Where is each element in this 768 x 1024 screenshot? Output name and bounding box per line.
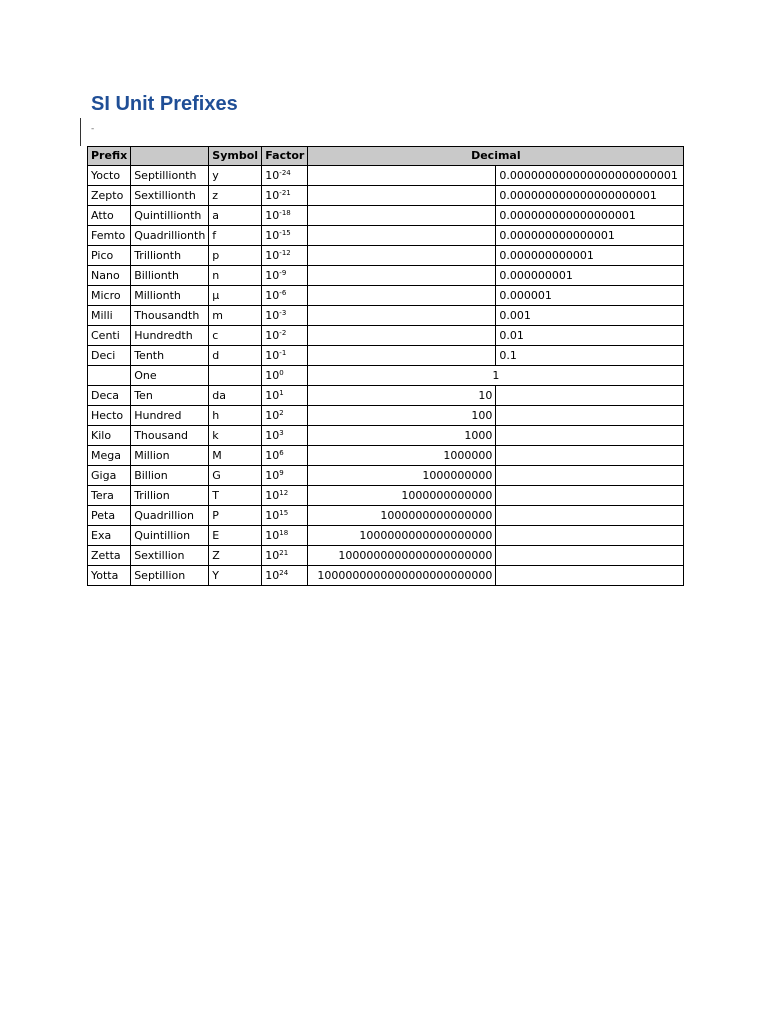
name-cell: Ten [131, 386, 209, 406]
table-row [88, 386, 684, 406]
symbol-cell: G [209, 466, 262, 486]
name-cell: Quintillionth [131, 206, 209, 226]
factor-base: 10 [265, 349, 280, 362]
factor-base: 10 [265, 329, 280, 342]
table-row [88, 426, 684, 446]
decimal-small-cell [496, 566, 684, 586]
factor-cell [262, 506, 308, 526]
si-prefix-table [87, 146, 684, 586]
header-symbol: Symbol [209, 147, 262, 166]
decimal-large-cell: 1000000000000 [308, 486, 496, 506]
decimal-small-cell: 0.01 [496, 326, 684, 346]
decimal-large-cell [308, 186, 496, 206]
symbol-cell: c [209, 326, 262, 346]
decimal-large-cell [308, 266, 496, 286]
prefix-cell: Zepto [88, 186, 131, 206]
decimal-large-cell: 1000000000000000000 [308, 526, 496, 546]
symbol-cell: M [209, 446, 262, 466]
prefix-cell: Peta [88, 506, 131, 526]
factor-exponent: -9 [279, 269, 287, 277]
table-row [88, 166, 684, 186]
table-row [88, 346, 684, 366]
factor-cell [262, 406, 308, 426]
factor-exponent: 0 [279, 369, 284, 377]
factor-cell [262, 526, 308, 546]
text-cursor [80, 118, 81, 146]
table-row [88, 526, 684, 546]
factor-exponent: 9 [279, 469, 284, 477]
symbol-cell: T [209, 486, 262, 506]
decimal-large-cell: 1000000000000000000000 [308, 546, 496, 566]
symbol-cell: P [209, 506, 262, 526]
factor-base: 10 [265, 449, 280, 462]
prefix-cell: Deci [88, 346, 131, 366]
name-cell: Thousand [131, 426, 209, 446]
factor-base: 10 [265, 269, 280, 282]
name-cell: Sextillionth [131, 186, 209, 206]
decimal-small-cell: 0.000000001 [496, 266, 684, 286]
factor-cell [262, 326, 308, 346]
decimal-small-cell [496, 426, 684, 446]
decimal-small-cell [496, 446, 684, 466]
factor-cell [262, 306, 308, 326]
decimal-one-cell: 1 [308, 366, 684, 386]
table-row [88, 446, 684, 466]
decimal-large-cell [308, 346, 496, 366]
table-row [88, 226, 684, 246]
factor-cell [262, 286, 308, 306]
table-row [88, 486, 684, 506]
factor-cell [262, 346, 308, 366]
factor-cell [262, 266, 308, 286]
symbol-cell: a [209, 206, 262, 226]
name-cell: Quadrillion [131, 506, 209, 526]
table-header-row [88, 147, 684, 166]
prefix-cell: Nano [88, 266, 131, 286]
decimal-large-cell: 1000000000000000000000000 [308, 566, 496, 586]
factor-exponent: -24 [279, 169, 291, 177]
name-cell: Hundred [131, 406, 209, 426]
table-row [88, 266, 684, 286]
table-row [88, 466, 684, 486]
header-factor: Factor [262, 147, 308, 166]
factor-cell [262, 226, 308, 246]
factor-exponent: 18 [279, 529, 289, 537]
factor-exponent: -3 [279, 309, 287, 317]
name-cell: Millionth [131, 286, 209, 306]
factor-base: 10 [265, 529, 280, 542]
symbol-cell: Y [209, 566, 262, 586]
decimal-small-cell: 0.000000000000000000000001 [496, 166, 684, 186]
table-row [88, 206, 684, 226]
symbol-cell: k [209, 426, 262, 446]
factor-base: 10 [265, 489, 280, 502]
table-row [88, 306, 684, 326]
page-title: SI Unit Prefixes [91, 93, 238, 115]
factor-base: 10 [265, 169, 280, 182]
decimal-small-cell [496, 486, 684, 506]
factor-cell [262, 426, 308, 446]
name-cell: Billion [131, 466, 209, 486]
factor-cell [262, 566, 308, 586]
name-cell: Tenth [131, 346, 209, 366]
table-row [88, 366, 684, 386]
symbol-cell: μ [209, 286, 262, 306]
name-cell: Trillion [131, 486, 209, 506]
header-decimal: Decimal [308, 147, 684, 166]
factor-cell [262, 486, 308, 506]
table-row [88, 546, 684, 566]
name-cell: Trillionth [131, 246, 209, 266]
symbol-cell: E [209, 526, 262, 546]
factor-base: 10 [265, 429, 280, 442]
name-cell: Million [131, 446, 209, 466]
factor-base: 10 [265, 289, 280, 302]
table-body [88, 166, 684, 586]
decimal-small-cell: 0.1 [496, 346, 684, 366]
decimal-large-cell [308, 206, 496, 226]
decimal-large-cell: 1000 [308, 426, 496, 446]
factor-base: 10 [265, 409, 280, 422]
prefix-cell: Hecto [88, 406, 131, 426]
header-name [131, 147, 209, 166]
prefix-cell: Pico [88, 246, 131, 266]
symbol-cell: da [209, 386, 262, 406]
factor-base: 10 [265, 209, 280, 222]
factor-cell [262, 166, 308, 186]
table-row [88, 506, 684, 526]
factor-base: 10 [265, 569, 280, 582]
factor-exponent: -2 [279, 329, 287, 337]
factor-cell [262, 246, 308, 266]
decimal-large-cell: 10 [308, 386, 496, 406]
factor-exponent: 21 [279, 549, 289, 557]
factor-exponent: 15 [279, 509, 289, 517]
symbol-cell: h [209, 406, 262, 426]
decimal-small-cell [496, 506, 684, 526]
factor-exponent: -18 [279, 209, 291, 217]
prefix-cell: Milli [88, 306, 131, 326]
symbol-cell: d [209, 346, 262, 366]
prefix-cell [88, 366, 131, 386]
decimal-large-cell [308, 286, 496, 306]
factor-cell [262, 366, 308, 386]
prefix-cell: Zetta [88, 546, 131, 566]
factor-exponent: 6 [279, 449, 284, 457]
decimal-large-cell: 100 [308, 406, 496, 426]
factor-base: 10 [265, 249, 280, 262]
symbol-cell: Z [209, 546, 262, 566]
decimal-small-cell: 0.000000000000000001 [496, 206, 684, 226]
factor-exponent: -1 [279, 349, 287, 357]
factor-base: 10 [265, 189, 280, 202]
factor-base: 10 [265, 549, 280, 562]
symbol-cell: p [209, 246, 262, 266]
symbol-cell: y [209, 166, 262, 186]
decimal-large-cell [308, 166, 496, 186]
decimal-small-cell [496, 406, 684, 426]
decimal-small-cell: 0.001 [496, 306, 684, 326]
symbol-cell: n [209, 266, 262, 286]
factor-exponent: 12 [279, 489, 289, 497]
symbol-cell: m [209, 306, 262, 326]
factor-base: 10 [265, 389, 280, 402]
decimal-small-cell: 0.000001 [496, 286, 684, 306]
factor-base: 10 [265, 309, 280, 322]
name-cell: One [131, 366, 209, 386]
separator-dash: - [91, 124, 95, 134]
prefix-cell: Deca [88, 386, 131, 406]
factor-base: 10 [265, 369, 280, 382]
prefix-cell: Femto [88, 226, 131, 246]
decimal-large-cell: 1000000 [308, 446, 496, 466]
name-cell: Billionth [131, 266, 209, 286]
factor-exponent: 24 [279, 569, 289, 577]
name-cell: Hundredth [131, 326, 209, 346]
name-cell: Septillion [131, 566, 209, 586]
table-row [88, 326, 684, 346]
decimal-large-cell [308, 226, 496, 246]
prefix-cell: Exa [88, 526, 131, 546]
factor-exponent: -15 [279, 229, 291, 237]
factor-exponent: -12 [279, 249, 291, 257]
decimal-large-cell [308, 326, 496, 346]
table-row [88, 186, 684, 206]
factor-base: 10 [265, 229, 280, 242]
factor-exponent: -21 [279, 189, 291, 197]
decimal-small-cell [496, 526, 684, 546]
factor-exponent: -6 [279, 289, 287, 297]
prefix-cell: Yotta [88, 566, 131, 586]
decimal-large-cell: 1000000000000000 [308, 506, 496, 526]
prefix-cell: Giga [88, 466, 131, 486]
prefix-cell: Yocto [88, 166, 131, 186]
factor-cell [262, 386, 308, 406]
header-prefix: Prefix [88, 147, 131, 166]
name-cell: Septillionth [131, 166, 209, 186]
decimal-small-cell [496, 386, 684, 406]
symbol-cell: z [209, 186, 262, 206]
factor-base: 10 [265, 509, 280, 522]
name-cell: Thousandth [131, 306, 209, 326]
name-cell: Quadrillionth [131, 226, 209, 246]
decimal-small-cell [496, 546, 684, 566]
prefix-cell: Kilo [88, 426, 131, 446]
symbol-cell [209, 366, 262, 386]
decimal-small-cell: 0.000000000000001 [496, 226, 684, 246]
factor-cell [262, 446, 308, 466]
decimal-large-cell: 1000000000 [308, 466, 496, 486]
table-row [88, 286, 684, 306]
symbol-cell: f [209, 226, 262, 246]
table-row [88, 406, 684, 426]
prefix-cell: Micro [88, 286, 131, 306]
factor-exponent: 3 [279, 429, 284, 437]
name-cell: Quintillion [131, 526, 209, 546]
prefix-cell: Atto [88, 206, 131, 226]
decimal-small-cell: 0.000000000001 [496, 246, 684, 266]
name-cell: Sextillion [131, 546, 209, 566]
factor-base: 10 [265, 469, 280, 482]
decimal-small-cell: 0.000000000000000000001 [496, 186, 684, 206]
prefix-cell: Mega [88, 446, 131, 466]
factor-cell [262, 206, 308, 226]
prefix-cell: Centi [88, 326, 131, 346]
factor-cell [262, 546, 308, 566]
factor-exponent: 2 [279, 409, 284, 417]
factor-exponent: 1 [279, 389, 284, 397]
decimal-large-cell [308, 306, 496, 326]
prefix-cell: Tera [88, 486, 131, 506]
factor-cell [262, 186, 308, 206]
factor-cell [262, 466, 308, 486]
decimal-small-cell [496, 466, 684, 486]
table-row [88, 246, 684, 266]
table-row [88, 566, 684, 586]
decimal-large-cell [308, 246, 496, 266]
